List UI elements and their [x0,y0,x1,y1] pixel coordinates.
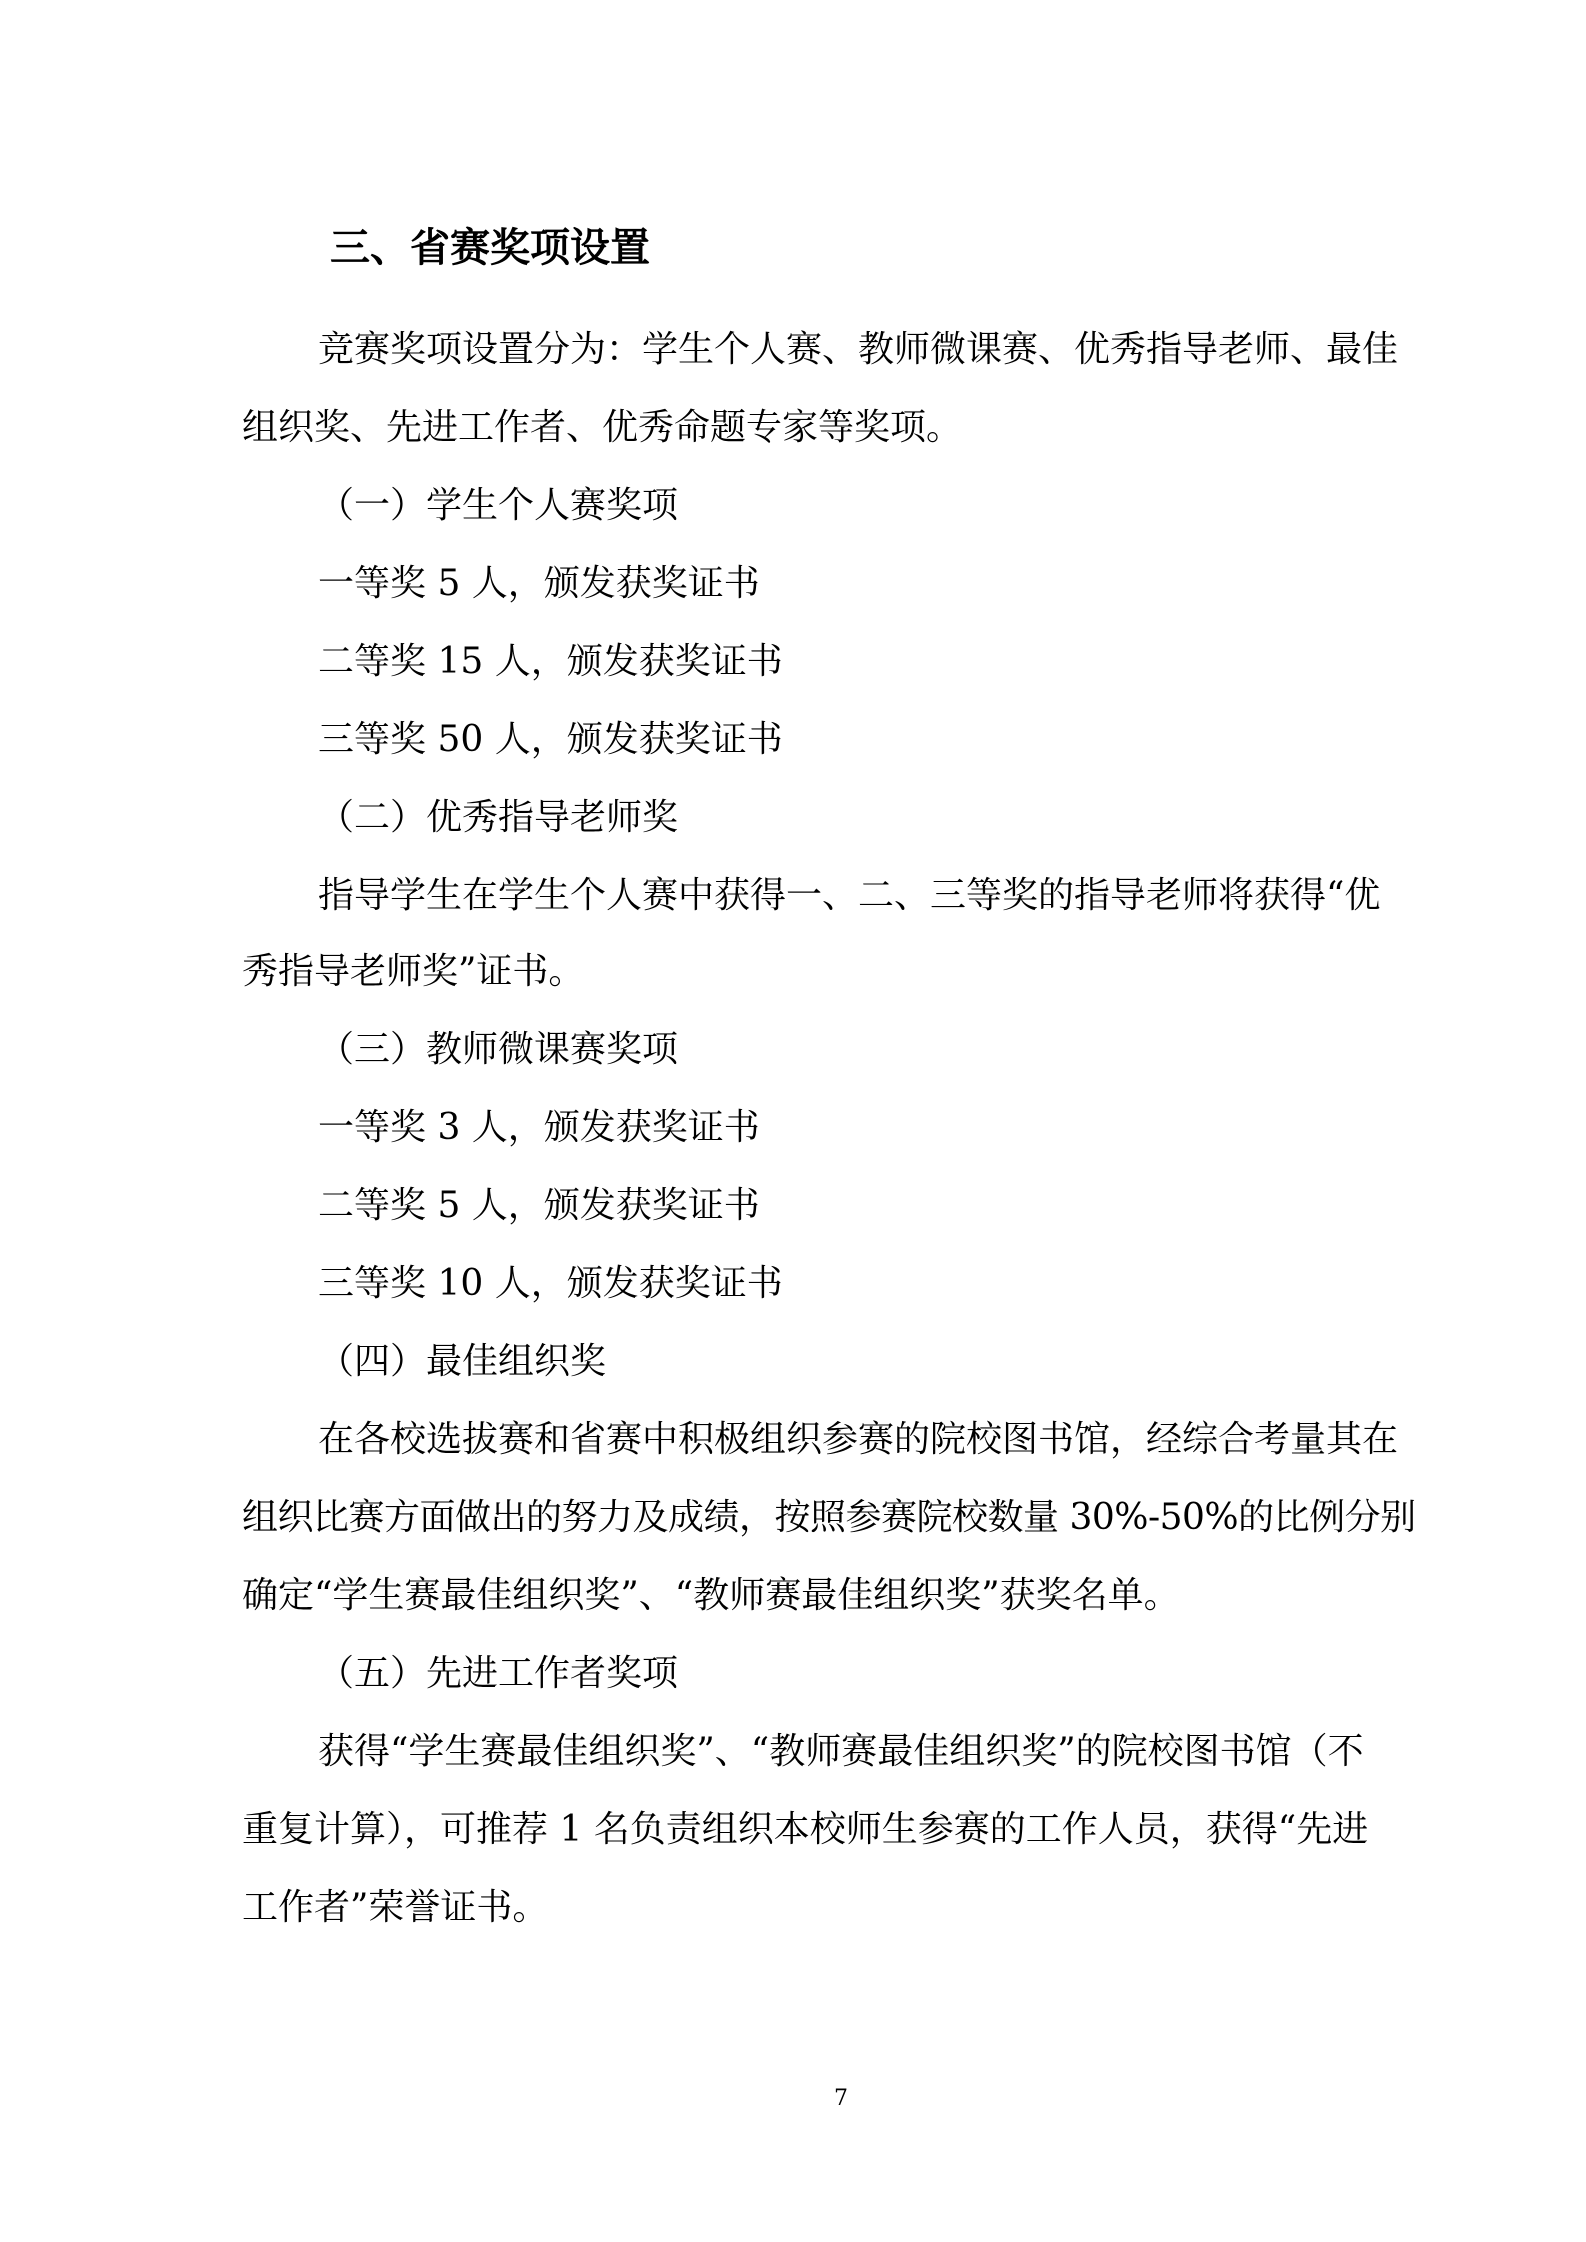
sub5-body-line-3: 工作者”荣誉证书。 [242,1887,549,1928]
intro-line-1: 竞赛奖项设置分为：学生个人赛、教师微课赛、优秀指导老师、最佳 [318,329,1399,370]
section-title: 三、省赛奖项设置 [330,225,650,271]
award-item-5: 二等奖 5 人，颁发获奖证书 [318,1185,760,1226]
award-item-3: 三等奖 50 人，颁发获奖证书 [318,719,783,760]
sub2-body-line-1: 指导学生在学生个人赛中获得一、二、三等奖的指导老师将获得“优 [318,875,1381,916]
award-item-6: 三等奖 10 人，颁发获奖证书 [318,1263,783,1304]
subsection-heading-2: （二）优秀指导老师奖 [318,797,679,838]
page-number: 7 [834,2086,848,2111]
sub4-body-line-3: 确定“学生赛最佳组织奖”、“教师赛最佳组织奖”获奖名单。 [242,1575,1180,1616]
subsection-heading-1: （一）学生个人赛奖项 [318,485,679,526]
subsection-heading-4: （四）最佳组织奖 [318,1341,607,1382]
subsection-heading-5: （五）先进工作者奖项 [318,1653,679,1694]
intro-line-2: 组织奖、先进工作者、优秀命题专家等奖项。 [242,407,963,448]
sub2-body-line-2: 秀指导老师奖”证书。 [242,951,585,992]
sub5-body-line-2: 重复计算），可推荐 1 名负责组织本校师生参赛的工作人员，获得“先进 [242,1809,1369,1850]
award-item-4: 一等奖 3 人，颁发获奖证书 [318,1107,760,1148]
subsection-heading-3: （三）教师微课赛奖项 [318,1029,679,1070]
sub4-body-line-1: 在各校选拔赛和省赛中积极组织参赛的院校图书馆，经综合考量其在 [318,1419,1399,1460]
sub4-body-line-2: 组织比赛方面做出的努力及成绩，按照参赛院校数量 30%-50%的比例分别 [242,1497,1416,1538]
sub5-body-line-1: 获得“学生赛最佳组织奖”、“教师赛最佳组织奖”的院校图书馆（不 [318,1731,1364,1772]
award-item-2: 二等奖 15 人，颁发获奖证书 [318,641,783,682]
award-item-1: 一等奖 5 人，颁发获奖证书 [318,563,760,604]
